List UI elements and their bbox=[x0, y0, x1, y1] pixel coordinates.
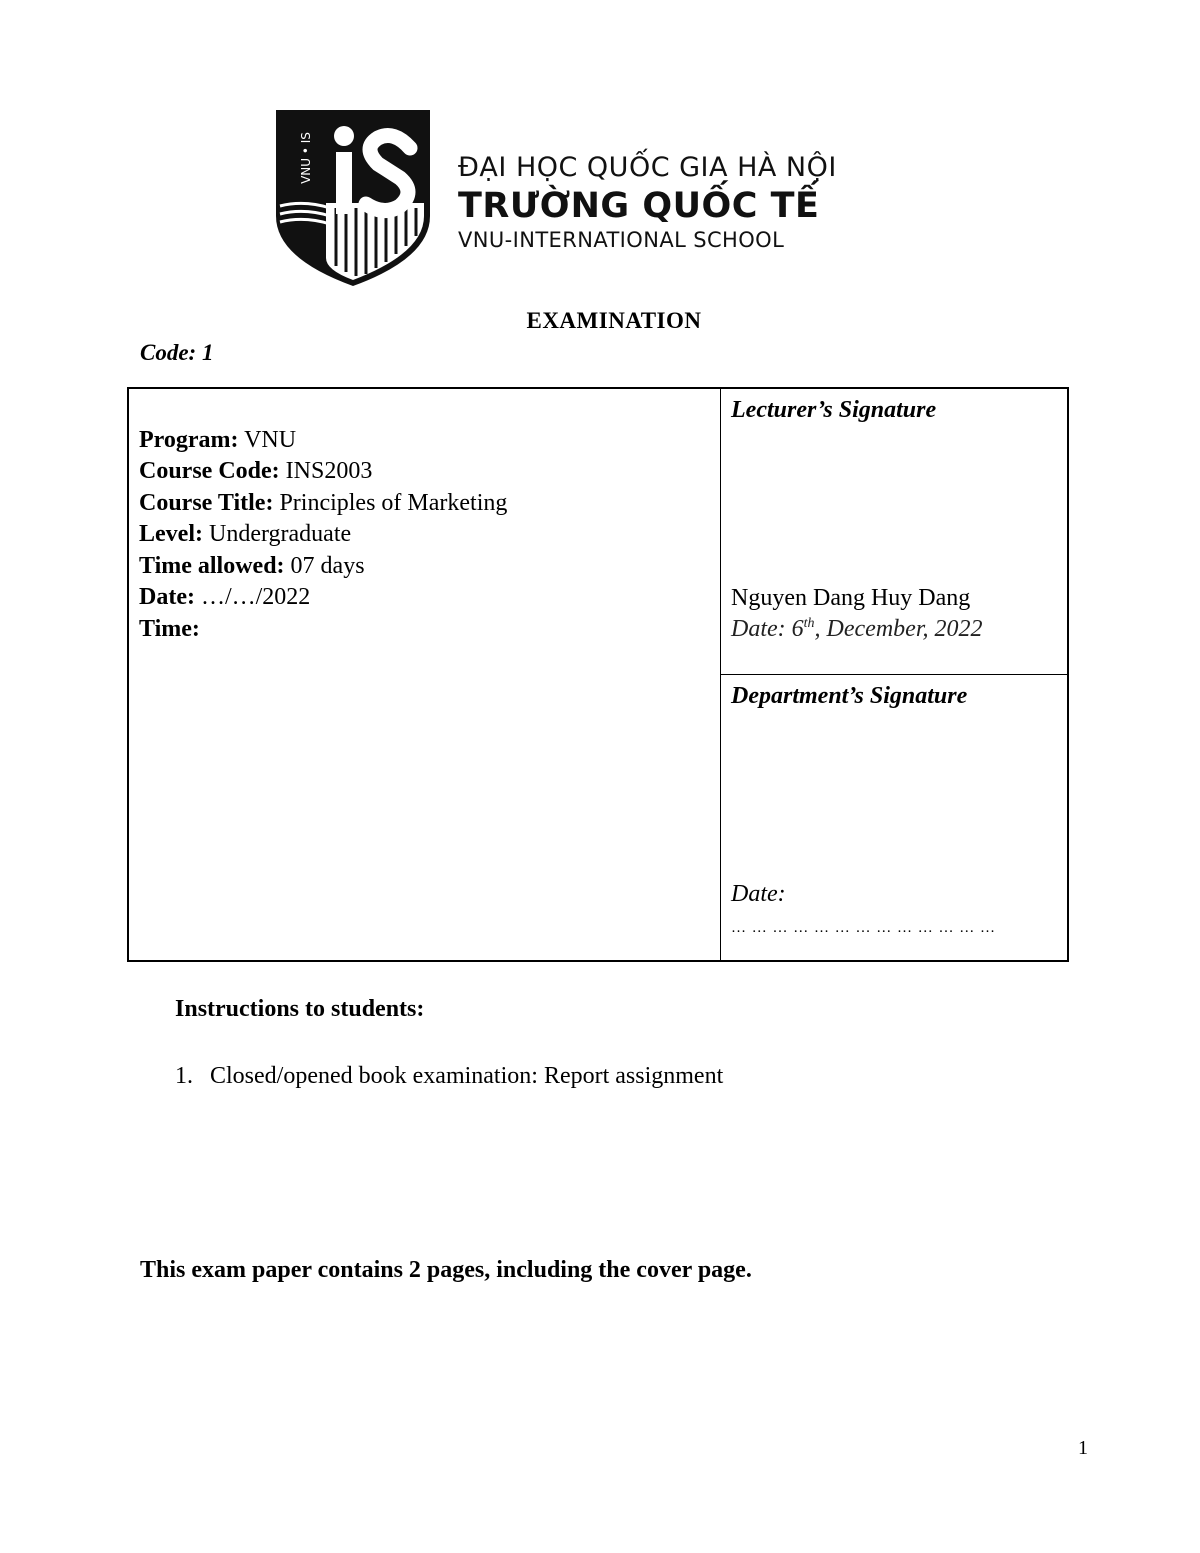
time-allowed-field bbox=[139, 554, 365, 578]
time-label: Time: bbox=[139, 616, 200, 642]
lecturer-date bbox=[731, 616, 983, 643]
school-logo bbox=[274, 108, 854, 288]
date-value: …/…/2022 bbox=[194, 584, 311, 610]
program-value: VNU bbox=[238, 427, 297, 453]
lecturer-signature-heading: Lecturer’s Signature bbox=[731, 397, 937, 423]
program-field bbox=[139, 428, 296, 452]
exam-info-table bbox=[127, 387, 1069, 962]
lecturer-date-suffix-ordinal: th bbox=[803, 616, 815, 631]
level-label: Level: bbox=[139, 521, 203, 547]
lecturer-signature-cell bbox=[721, 389, 1067, 675]
instruction-text: Closed/opened book examination: Report assignment bbox=[210, 1063, 724, 1089]
time-field bbox=[139, 617, 200, 641]
shield-emblem bbox=[274, 108, 434, 288]
time-allowed-value: 07 days bbox=[284, 553, 365, 579]
course-code-label: Course Code: bbox=[139, 458, 280, 484]
instructions-heading: Instructions to students: bbox=[175, 996, 425, 1022]
department-signature-heading: Department’s Signature bbox=[731, 683, 968, 709]
date-field bbox=[139, 585, 310, 609]
department-date-blank: … … … … … … … … … … … … … bbox=[731, 920, 996, 936]
course-code-value: INS2003 bbox=[279, 458, 373, 484]
department-date-label: Date: bbox=[731, 881, 786, 907]
instruction-item bbox=[175, 1063, 723, 1090]
logo-line-university: ĐẠI HỌC QUỐC GIA HÀ NỘI bbox=[458, 152, 837, 183]
course-title-value: Principles of Marketing bbox=[273, 490, 508, 516]
date-label: Date: bbox=[139, 584, 195, 610]
logo-line-school-en: VNU-INTERNATIONAL SCHOOL bbox=[458, 228, 785, 252]
time-allowed-label: Time allowed: bbox=[139, 553, 285, 579]
page-count-note: This exam paper contains 2 pages, including the cover page. bbox=[140, 1257, 752, 1283]
course-title-field bbox=[139, 491, 507, 515]
lecturer-date-rest: , December, 2022 bbox=[814, 616, 983, 642]
lecturer-name: Nguyen Dang Huy Dang bbox=[731, 585, 971, 611]
department-signature-cell bbox=[721, 675, 1067, 960]
program-label: Program: bbox=[139, 427, 239, 453]
level-value: Undergraduate bbox=[202, 521, 352, 547]
level-field bbox=[139, 522, 351, 546]
page-number: 1 bbox=[1078, 1437, 1088, 1459]
exam-code: Code: 1 bbox=[140, 340, 214, 365]
instruction-number: 1. bbox=[175, 1063, 193, 1089]
exam-details-cell bbox=[129, 389, 721, 960]
lecturer-date-prefix: Date: 6 bbox=[731, 616, 804, 642]
course-title-label: Course Title: bbox=[139, 490, 274, 516]
svg-text:VNU • IS: VNU • IS bbox=[299, 132, 313, 184]
course-code-field bbox=[139, 459, 372, 483]
logo-line-school-vn: TRƯỜNG QUỐC TẾ bbox=[458, 186, 820, 226]
page-title: EXAMINATION bbox=[526, 308, 702, 333]
